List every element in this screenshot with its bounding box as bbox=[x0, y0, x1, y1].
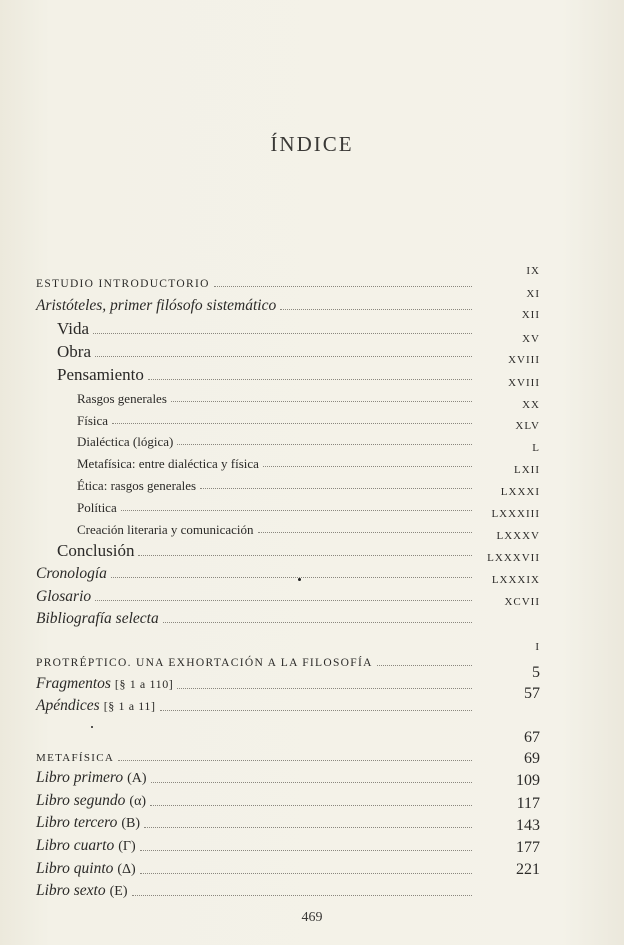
toc-page-number: 177 bbox=[516, 839, 540, 856]
toc-label: Libro primero (A) bbox=[36, 769, 147, 786]
print-speck bbox=[298, 578, 301, 581]
toc-page-number: XI bbox=[526, 288, 540, 300]
toc-label: Rasgos generales bbox=[77, 391, 167, 406]
toc-label: Apéndices [§ 1 a 11] bbox=[36, 697, 156, 714]
toc-page-number: LXXXVII bbox=[487, 552, 540, 564]
dot-leader bbox=[200, 488, 472, 489]
toc-page-number: I bbox=[535, 641, 540, 653]
dot-leader bbox=[144, 827, 472, 828]
dot-leader bbox=[171, 401, 472, 402]
toc-entry bbox=[36, 289, 472, 313]
toc-page-number: LXXXV bbox=[496, 530, 540, 542]
toc-entry bbox=[57, 336, 472, 360]
toc-page-number: IX bbox=[526, 265, 540, 277]
toc-label: Libro segundo (α) bbox=[36, 792, 147, 809]
toc-entry bbox=[36, 602, 472, 626]
dot-leader bbox=[263, 466, 472, 467]
page-title: ÍNDICE bbox=[270, 132, 354, 156]
dot-leader bbox=[132, 895, 473, 896]
toc-page-number: L bbox=[532, 442, 540, 454]
toc-page-number: 143 bbox=[516, 817, 540, 834]
toc-label: Bibliografía selecta bbox=[36, 609, 159, 627]
toc-label: METAFÍSICA bbox=[36, 752, 115, 764]
toc-page-number: XLV bbox=[515, 420, 540, 432]
toc-entry bbox=[57, 359, 472, 383]
dot-leader bbox=[280, 309, 472, 310]
dot-leader bbox=[377, 665, 472, 666]
toc-entry bbox=[77, 490, 472, 514]
dot-leader bbox=[95, 356, 472, 357]
toc-entry bbox=[77, 512, 472, 536]
toc-entry bbox=[36, 830, 472, 854]
dot-leader bbox=[214, 286, 472, 287]
toc-page-number: XVIII bbox=[508, 377, 540, 389]
toc-entry bbox=[36, 853, 472, 877]
dot-leader bbox=[111, 577, 472, 578]
toc-page-number: XII bbox=[521, 309, 540, 321]
toc-label: Política bbox=[77, 500, 117, 515]
toc-label: Aristóteles, primer filósofo sistemático bbox=[36, 296, 277, 314]
dot-leader bbox=[151, 782, 472, 783]
toc-heading-estudio bbox=[36, 266, 472, 290]
dot-leader bbox=[121, 510, 472, 511]
dot-leader bbox=[95, 600, 472, 601]
toc-label: Cronología bbox=[36, 564, 107, 582]
toc-entry bbox=[36, 668, 472, 692]
toc-label: Libro tercero (B) bbox=[36, 814, 141, 831]
toc-entry bbox=[36, 807, 472, 831]
toc-label: Libro sexto (E) bbox=[36, 882, 128, 899]
dot-leader bbox=[163, 622, 472, 623]
toc-entry bbox=[57, 313, 472, 337]
dot-leader bbox=[160, 710, 472, 711]
toc-label: Obra bbox=[57, 342, 91, 361]
toc-entry bbox=[36, 785, 472, 809]
toc-entry bbox=[36, 580, 472, 604]
toc-label: Dialéctica (lógica) bbox=[77, 434, 174, 449]
dot-leader bbox=[140, 873, 472, 874]
toc-page-number: LXXXIII bbox=[491, 508, 540, 520]
toc-label: Creación literaria y comunicación bbox=[77, 522, 254, 537]
dot-leader bbox=[177, 444, 472, 445]
toc-entry bbox=[77, 468, 472, 492]
dot-leader bbox=[148, 379, 472, 380]
dot-leader bbox=[138, 555, 472, 556]
toc-entry bbox=[36, 690, 472, 714]
toc-page-number: 57 bbox=[524, 685, 540, 702]
dot-leader bbox=[93, 333, 472, 334]
toc-entry bbox=[36, 762, 472, 786]
toc-label: Física bbox=[77, 413, 109, 428]
dot-leader bbox=[177, 688, 472, 689]
toc-entry bbox=[36, 875, 472, 899]
toc-label: Libro cuarto (Γ) bbox=[36, 837, 136, 854]
dot-leader bbox=[118, 760, 472, 761]
toc-entry bbox=[36, 557, 472, 581]
dot-leader bbox=[140, 850, 472, 851]
toc-entry bbox=[77, 446, 472, 470]
toc-page-number: XV bbox=[522, 333, 540, 345]
toc-page-number: LXXXI bbox=[500, 486, 540, 498]
toc-label: Conclusión bbox=[57, 541, 135, 560]
toc-entry bbox=[77, 381, 472, 405]
toc-heading-metafisica bbox=[36, 740, 472, 764]
dot-leader bbox=[150, 805, 472, 806]
toc-label: Fragmentos [§ 1 a 110] bbox=[36, 675, 174, 692]
toc-entry bbox=[77, 424, 472, 448]
toc-page-number: XX bbox=[522, 399, 540, 411]
toc-label: Metafísica: entre dialéctica y física bbox=[77, 456, 259, 471]
toc-label: Ética: rasgos generales bbox=[77, 478, 197, 493]
toc-page-number: XVIII bbox=[508, 354, 540, 366]
toc-page-number: LXXXIX bbox=[491, 574, 540, 586]
toc-label: Pensamiento bbox=[57, 365, 144, 384]
toc-entry bbox=[57, 535, 472, 559]
toc-page-number: LXII bbox=[514, 464, 540, 476]
toc-label: Vida bbox=[57, 319, 90, 338]
toc-page-number: 109 bbox=[516, 772, 540, 789]
toc-page-number: 69 bbox=[524, 750, 540, 767]
toc-label: Glosario bbox=[36, 587, 92, 605]
toc-heading-protreptico bbox=[36, 645, 472, 669]
print-speck bbox=[91, 726, 93, 728]
toc-page-number: 67 bbox=[524, 729, 540, 746]
page-number: 469 bbox=[301, 910, 323, 925]
toc-page-number: 221 bbox=[516, 861, 540, 878]
toc-page-number: 117 bbox=[516, 795, 540, 812]
toc-label: Libro quinto (Δ) bbox=[36, 860, 136, 877]
toc-page-number: XCVII bbox=[504, 596, 540, 608]
toc-label: ESTUDIO INTRODUCTORIO bbox=[36, 277, 210, 290]
toc-label: PROTRÉPTICO. UNA EXHORTACIÓN A LA FILOSOFÍA bbox=[36, 656, 373, 669]
toc-page-number: 5 bbox=[532, 664, 540, 681]
dot-leader bbox=[258, 532, 472, 533]
